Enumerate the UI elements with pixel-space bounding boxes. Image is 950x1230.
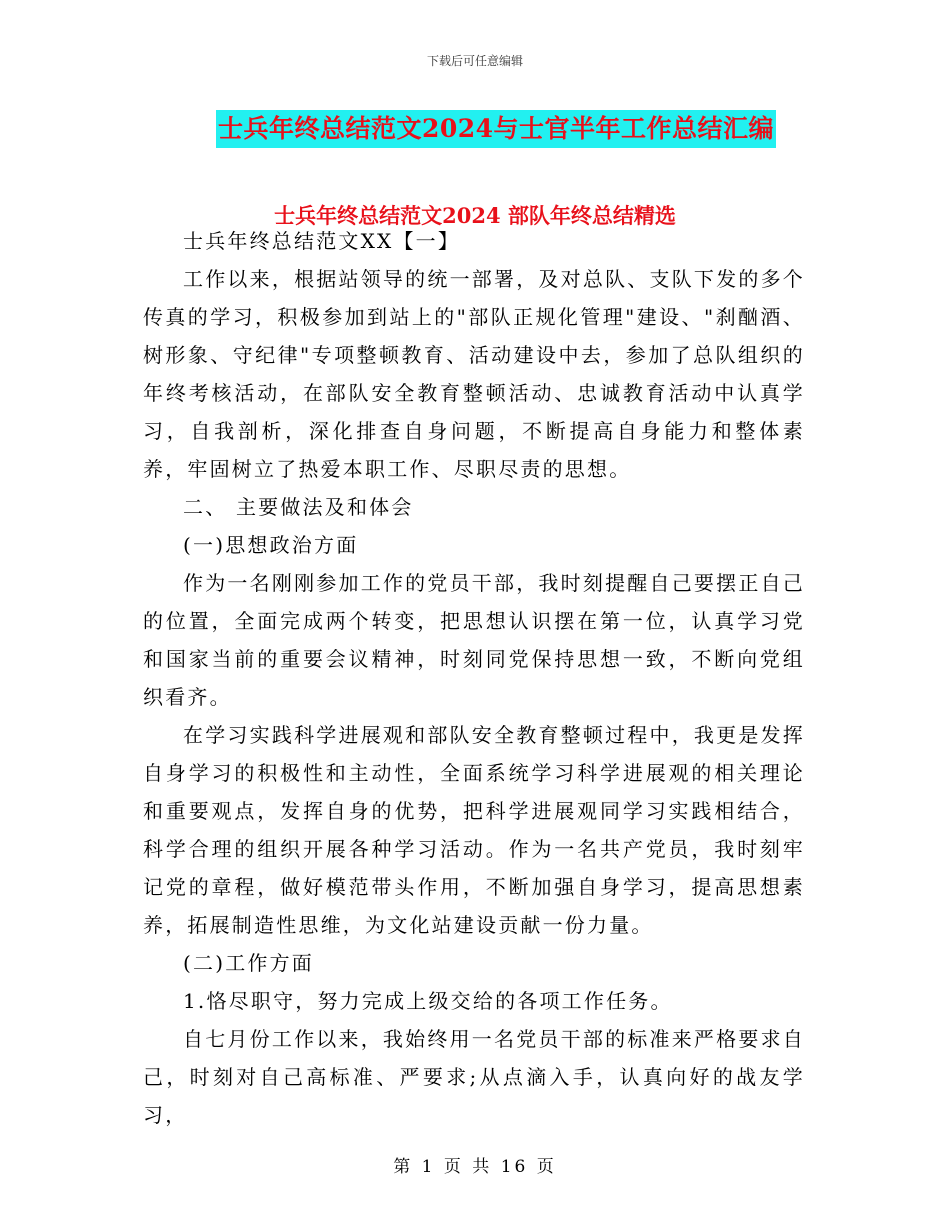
section-heading: 二、 主要做法及和体会 xyxy=(183,495,414,519)
paragraph: 作为一名刚刚参加工作的党员干部，我时刻提醒自己要摆正自己的位置，全面完成两个转变，把思想认识摆在第一位，认真学习党和国家当前的重要会议精神，时刻同党保持思想一致，不断向党组织看齐。 xyxy=(143,571,805,709)
section-heading: (二)工作方面 xyxy=(183,951,315,975)
header-note: 下载后可任意编辑 xyxy=(426,54,523,68)
section-heading: (一)思想政治方面 xyxy=(183,533,359,557)
paragraph: 自七月份工作以来，我始终用一名党员干部的标准来严格要求自己，时刻对自己高标准、严要求;从点滴入手，认真向好的战友学习， xyxy=(143,1027,805,1127)
paragraph: 工作以来，根据站领导的统一部署，及对总队、支队下发的多个传真的学习，积极参加到站上的"部队正规化管理"建设、"刹酗酒、树形象、守纪律"专项整顿教育、活动建设中去，参加了总队组织的年终考核活动，在部队安全教育整顿活动、忠诚教育活动中认真学习，自我剖析，深化排查自身问题，不断提高自身能力和整体素养，牢固树立了热爱本职工作、尽职尽责的思想。 xyxy=(143,267,805,481)
body-content xyxy=(143,222,805,1134)
paragraph: 在学习实践科学进展观和部队安全教育整顿过程中，我更是发挥自身学习的积极性和主动性，全面系统学习科学进展观的相关理论和重要观点，发挥自身的优势，把科学进展观同学习实践相结合，科学合理的组织开展各种学习活动。作为一名共产党员，我时刻牢记党的章程，做好模范带头作用，不断加强自身学习，提高思想素养，拓展制造性思维，为文化站建设贡献一份力量。 xyxy=(143,723,805,937)
main-title: 士兵年终总结范文2024与士官半年工作总结汇编 xyxy=(216,110,776,148)
sub-title: 士兵年终总结范文2024 部队年终总结精选 xyxy=(274,203,676,228)
main-title-wrap xyxy=(0,110,950,148)
section-heading: 士兵年终总结范文XX【一】 xyxy=(183,229,461,253)
page-footer: 第 1 页 共 16 页 xyxy=(393,1157,557,1177)
section-heading: 1.恪尽职守，努力完成上级交给的各项工作任务。 xyxy=(183,989,673,1013)
